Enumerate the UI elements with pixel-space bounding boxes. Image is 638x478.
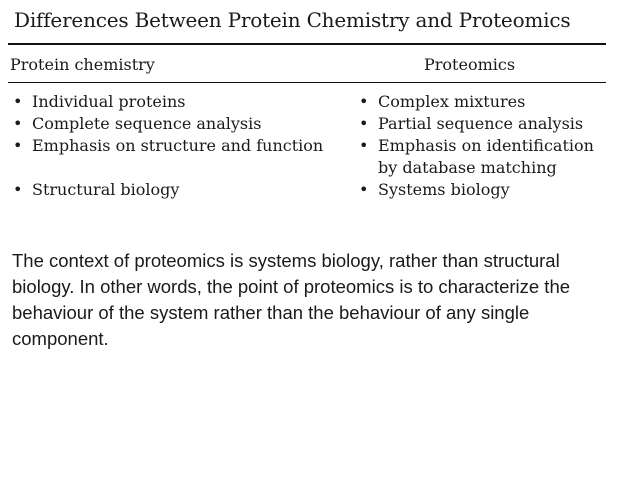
list-item: • Complex mixtures: [356, 91, 616, 113]
top-rule: [8, 43, 606, 45]
list-item: [356, 135, 616, 179]
list-item-line: Emphasis on identification: [378, 136, 594, 155]
list-item: • Individual proteins: [10, 91, 350, 113]
column-header-protein-chemistry: Protein chemistry: [10, 55, 155, 74]
table-title: Differences Between Protein Chemistry and Proteomics: [14, 8, 571, 32]
list-item-line: by database matching: [378, 158, 557, 177]
list-item: • Systems biology: [356, 179, 616, 201]
list-item: • Partial sequence analysis: [356, 113, 616, 135]
column-header-proteomics: Proteomics: [424, 55, 516, 74]
body-paragraph: The context of proteomics is systems biology, rather than structural biology. In other words, the point of proteomics is to characterize the behaviour of the system rather than the behaviour of any single component.: [12, 250, 571, 349]
list-item: • Emphasis on structure and function: [10, 135, 350, 157]
protein-chemistry-list: [10, 91, 350, 201]
list-item: • Complete sequence analysis: [10, 113, 350, 135]
list-item: • Structural biology: [10, 179, 350, 201]
proteomics-list: [356, 91, 616, 201]
header-rule: [8, 82, 606, 83]
